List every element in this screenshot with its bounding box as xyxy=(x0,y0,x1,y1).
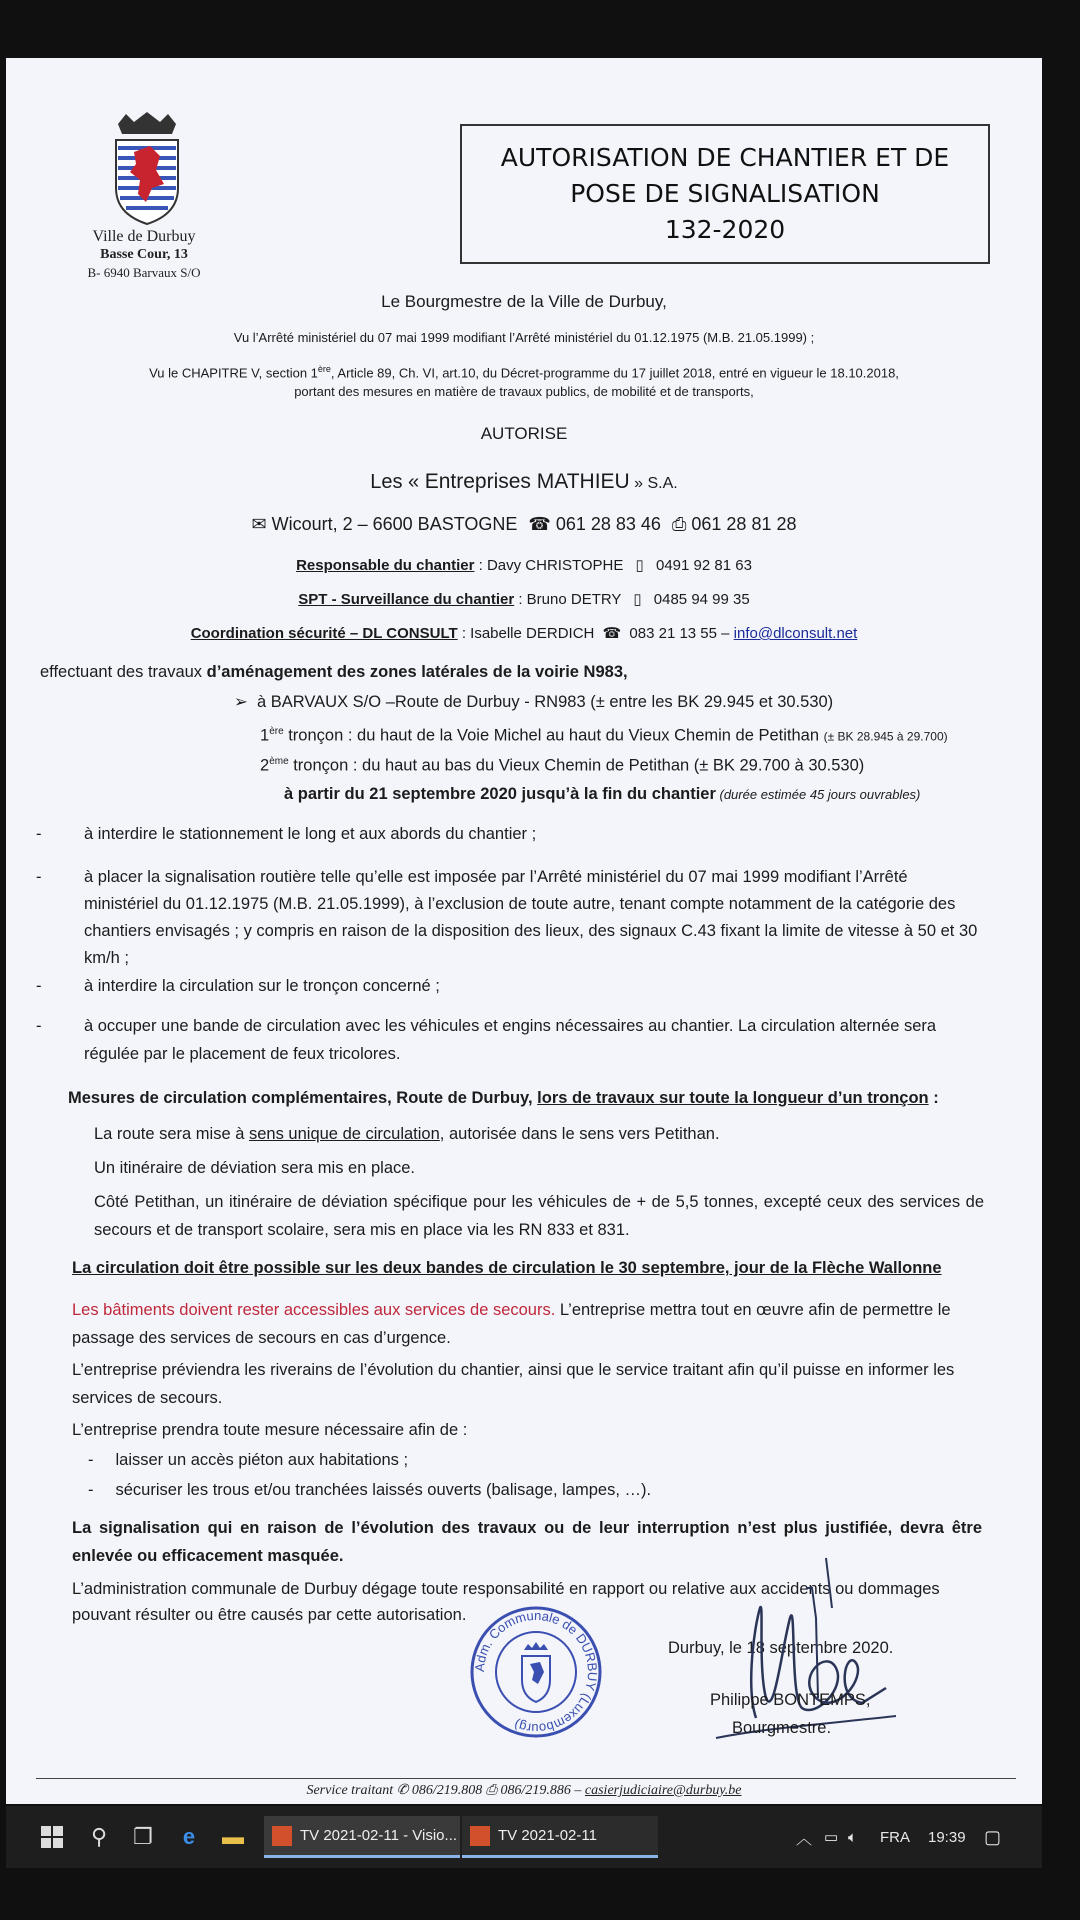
search-button[interactable] xyxy=(86,1806,112,1868)
site-manager-phone: 0491 92 81 63 xyxy=(655,557,752,574)
coordination-email-link[interactable]: info@dlconsult.net xyxy=(733,625,858,642)
condition-item: - à interdire le stationnement le long et aux abords du chantier ; xyxy=(36,825,537,843)
title-line-1: AUTORISATION DE CHANTIER ET DE xyxy=(500,143,950,172)
coordination-name: : Isabelle DERDICH xyxy=(457,625,595,642)
language-indicator[interactable] xyxy=(880,1806,910,1868)
durbuy-coat-of-arms-icon xyxy=(106,110,188,228)
notification-icon: ▢ xyxy=(984,1826,1002,1847)
chevron-up-icon: ︿ xyxy=(796,1830,813,1848)
search-icon: ⚲ xyxy=(90,1824,108,1849)
condition-item: - à occuper une bande de circulation avec les véhicules et engins nécessaires au chantier. La circulation alternée sera régulée par le placement de feux tricolores. xyxy=(36,1017,937,1063)
works-period: à partir du 21 septembre 2020 jusqu’à la fin du chantier (durée estimée 45 jours ouvrables) xyxy=(284,785,921,803)
footer-divider xyxy=(36,1778,1016,1779)
footer-contact: Service traitant ✆ 086/219.808 ⎙ 086/219.886 – casierjudiciaire@durbuy.be xyxy=(306,1783,742,1798)
spt-line xyxy=(6,590,1042,608)
autorise-heading: AUTORISE xyxy=(480,424,568,443)
section-2: 2ème tronçon : du haut au bas du Vieux Chemin de Petithan (± BK 29.700 à 30.530) xyxy=(260,756,865,775)
spt-name: : Bruno DETRY xyxy=(514,591,622,608)
battery-status[interactable] xyxy=(824,1806,838,1868)
measure-detour: Un itinéraire de déviation sera mis en place. xyxy=(94,1159,416,1177)
issuer-city: B- 6940 Barvaux S/O xyxy=(87,265,201,280)
battery-icon: ▭ xyxy=(824,1829,839,1846)
fax-icon: ⎙ xyxy=(671,514,687,534)
start-button[interactable] xyxy=(40,1806,64,1868)
powerpoint-icon xyxy=(272,1826,292,1846)
measure-heavy-vehicles: Côté Petithan, un itinéraire de déviation spécifique pour les véhicules de + de 5,5 tonnes, excepté ceux des services de secours et de transport scolaire, sera mis en place via les RN 833 et 831. xyxy=(94,1193,984,1239)
measure-pedestrian: - laisser un accès piéton aux habitations ; xyxy=(88,1451,409,1469)
legal-basis-3: portant des mesures en matière de travaux publics, de mobilité et de transports, xyxy=(294,384,754,399)
issuer-street: Basse Cour, 13 xyxy=(100,247,188,262)
task-2-label: TV 2021-02-11 xyxy=(498,1827,597,1844)
fleche-wallonne-notice: La circulation doit être possible sur les deux bandes de circulation le 30 septembre, jour de la Flèche Wallonne xyxy=(72,1259,942,1277)
legal-basis-2: Vu le CHAPITRE V, section 1ère, Article 89, Ch. VI, art.10, du Décret-programme du 17 juillet 2018, entré en vigueur le 18.10.2018, xyxy=(149,364,899,381)
coordination-phone: 083 21 13 55 – xyxy=(629,625,730,642)
document-title-box xyxy=(460,124,990,264)
signage-removal-notice: La signalisation qui en raison de l’évolution des travaux ou de leur interruption n’est plus justifiée, devra être enlevée ou efficacement masquée. xyxy=(72,1519,982,1565)
title-line-2: POSE DE SIGNALISATION xyxy=(570,179,880,208)
edge-browser-button[interactable] xyxy=(176,1806,202,1868)
windows-logo-icon xyxy=(40,1825,64,1849)
issuer-name: Ville de Durbuy xyxy=(92,228,196,245)
site-manager-name: : Davy CHRISTOPHE xyxy=(474,557,624,574)
spt-phone: 0485 94 99 35 xyxy=(653,591,750,608)
presentation-icon xyxy=(470,1826,490,1846)
condition-item: - à placer la signalisation routière telle qu’elle est imposée par l’Arrêté ministériel du 07 mai 1999 modifiant l’Arrêté ministériel du 01.12.1975 (M.B. 21.05.1999), à l’exclusion de toute autre, tenant compte notamment de la catégorie des chantiers envisagés ; y compris en raison de la disposition des lieux, des signaux C.43 fixant la limite de vitesse à 50 et 30 km/h ; xyxy=(36,868,978,967)
title-number: 132-2020 xyxy=(664,215,786,244)
company-contact-line xyxy=(6,514,1042,535)
signature-date: Durbuy, le 18 septembre 2020. xyxy=(668,1639,894,1657)
file-explorer-button[interactable] xyxy=(220,1806,246,1868)
mobile-phone-icon: ▯ xyxy=(635,557,644,574)
mobile-phone-icon: ▯ xyxy=(633,591,642,608)
task-1-label: TV 2021-02-11 - Visio... xyxy=(300,1827,458,1844)
company-address: Wicourt, 2 – 6600 BASTOGNE xyxy=(271,514,518,534)
show-hidden-icons-button[interactable] xyxy=(796,1806,812,1868)
issuer-address xyxy=(60,228,228,282)
action-center-button[interactable] xyxy=(984,1806,1001,1868)
measure-one-way: La route sera mise à sens unique de circulation, autorisée dans le sens vers Petithan. xyxy=(94,1125,720,1143)
arrow-bullet-icon: ➢ xyxy=(234,693,248,711)
measures-title: Mesures de circulation complémentaires, Route de Durbuy, lors de travaux sur toute la longueur d’un tronçon : xyxy=(68,1089,939,1107)
legal-basis-1: Vu l’Arrêté ministériel du 07 mai 1999 modifiant l’Arrêté ministériel du 01.12.1975 (M.B. 21.05.1999) ; xyxy=(233,330,815,345)
condition-item: - à interdire la circulation sur le tronçon concerné ; xyxy=(36,977,440,995)
monitor-screen xyxy=(6,58,1042,1804)
signer-role: Bourgmestre. xyxy=(732,1719,832,1737)
task-view-icon: ❐ xyxy=(133,1824,153,1849)
volume-button[interactable] xyxy=(848,1806,857,1868)
mayor-line: Le Bourgmestre de la Ville de Durbuy, xyxy=(381,292,667,311)
liability-disclaimer: L’administration communale de Durbuy dégage toute responsabilité en rapport ou relative aux accidents ou dommages pouvant résulter ou être causés par cette autorisation. xyxy=(72,1580,940,1624)
authorization-document xyxy=(6,58,1042,1804)
folder-icon: ▬ xyxy=(222,1824,244,1849)
windows-taskbar xyxy=(6,1806,1042,1868)
company-phone: 061 28 83 46 xyxy=(555,514,661,534)
system-clock[interactable] xyxy=(928,1806,966,1868)
phone-icon: ☎ xyxy=(602,625,622,642)
clock-time: 19:39 xyxy=(928,1828,966,1846)
measure-secure-holes: - sécuriser les trous et/ou tranchées laissés ouverts (balisage, lampes, …). xyxy=(88,1481,652,1499)
edge-icon: e xyxy=(182,1824,196,1849)
phone-icon: ☎ xyxy=(528,514,551,534)
footer-email-link[interactable]: casierjudiciaire@durbuy.be xyxy=(584,1783,742,1798)
speaker-icon: 🔈︎ xyxy=(848,1828,858,1846)
company-fax: 061 28 81 28 xyxy=(691,514,797,534)
language-label: FRA xyxy=(880,1828,910,1846)
envelope-icon: ✉ xyxy=(251,514,267,534)
works-location: ➢ à BARVAUX S/O –Route de Durbuy - RN983 (± entre les BK 29.945 et 30.530) xyxy=(234,693,834,711)
municipal-seal-stamp xyxy=(468,1604,604,1740)
site-manager-line xyxy=(6,556,1042,574)
measures-intro: L’entreprise prendra toute mesure nécessaire afin de : xyxy=(72,1421,468,1439)
section-1: 1ère tronçon : du haut de la Voie Michel au haut du Vieux Chemin de Petithan (± BK 28.945 à 29.700) xyxy=(260,726,948,745)
taskbar-task-document[interactable] xyxy=(462,1816,658,1858)
works-intro: effectuant des travaux d’aménagement des zones latérales de la voirie N983, xyxy=(40,663,628,681)
task-view-button[interactable] xyxy=(130,1806,156,1868)
company-name: Les « Entreprises MATHIEU » S.A. xyxy=(370,470,678,493)
signer-name: Philippe BONTEMPS, xyxy=(710,1691,871,1709)
emergency-access-notice: Les bâtiments doivent rester accessibles aux services de secours. L’entreprise mettra tout en œuvre afin de permettre le passage des services de secours en cas d’urgence. xyxy=(72,1301,951,1347)
residents-notice: L’entreprise préviendra les riverains de l’évolution du chantier, ainsi que le service traitant afin qu’il puisse en informer les services de secours. xyxy=(72,1361,955,1407)
coordination-label: Coordination sécurité – DL CONSULT xyxy=(190,625,458,642)
svg-text:Adm. Communale de DURBUY (Luxe: Adm. Communale de DURBUY (Luxembourg) xyxy=(471,1607,601,1737)
spt-label: SPT - Surveillance du chantier xyxy=(298,591,515,608)
taskbar-task-powerpoint[interactable] xyxy=(264,1816,460,1858)
coordination-line xyxy=(6,624,1042,642)
site-manager-label: Responsable du chantier xyxy=(296,557,475,574)
